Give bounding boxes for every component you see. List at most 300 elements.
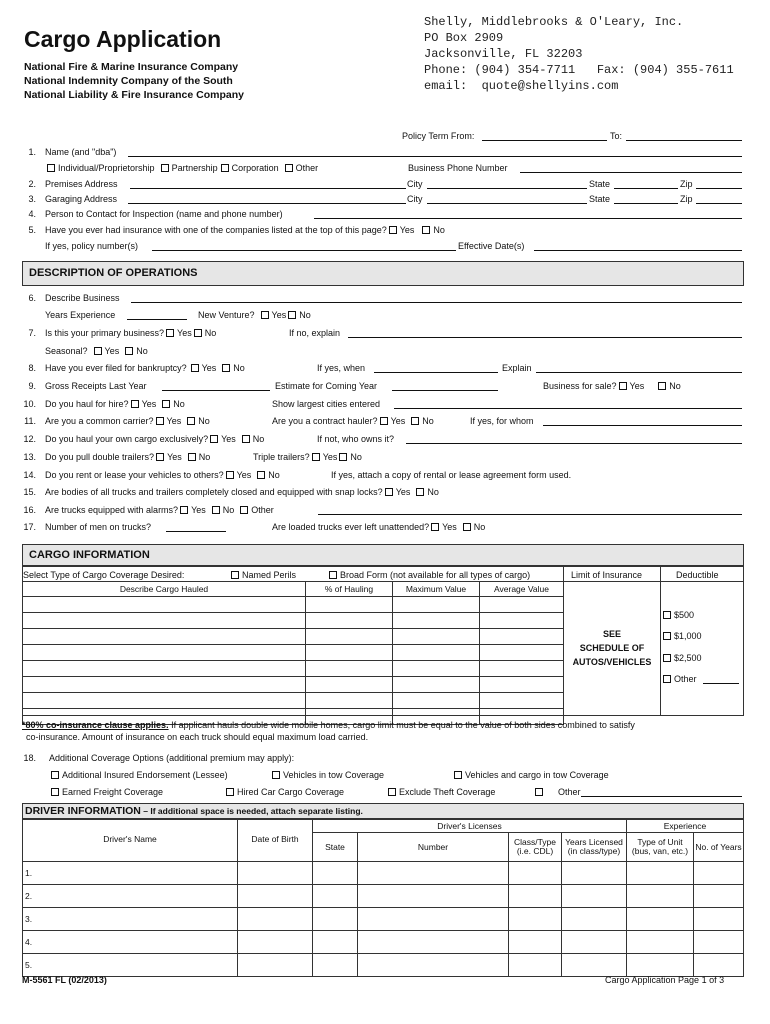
checkbox-yes[interactable] xyxy=(166,329,174,337)
years-licensed-header: Years Licensed (in class/type) xyxy=(562,833,627,862)
table-cell[interactable] xyxy=(480,645,564,661)
checkbox-yes[interactable] xyxy=(380,417,388,425)
ded-500-option xyxy=(661,609,694,621)
checkbox-no[interactable] xyxy=(422,226,430,234)
table-cell[interactable] xyxy=(23,693,306,709)
see-line: AUTOS/VEHICLES xyxy=(572,657,652,667)
table-cell[interactable] xyxy=(509,885,562,908)
see-schedule-note xyxy=(564,627,660,669)
years-experience-label: Years Experience xyxy=(45,310,116,320)
checkbox-option[interactable] xyxy=(51,771,59,779)
no-years-header: No. of Years xyxy=(694,833,744,862)
row-number: 1. xyxy=(23,862,238,885)
no-label: No xyxy=(173,399,185,409)
table-row xyxy=(23,677,564,693)
table-cell[interactable] xyxy=(306,613,393,629)
entity-individual-label: Individual/Proprietorship xyxy=(58,163,155,173)
table-row xyxy=(23,597,564,613)
largest-cities-label: Show largest cities entered xyxy=(272,399,381,409)
cargo-box xyxy=(22,566,744,716)
ded-2500-option xyxy=(661,652,702,664)
table-cell[interactable] xyxy=(480,613,564,629)
class-header: Class/Type (i.e. CDL) xyxy=(509,833,562,862)
table-cell[interactable] xyxy=(627,885,694,908)
zip-label: Zip xyxy=(680,194,693,204)
premises-zip-field[interactable] xyxy=(696,178,742,189)
no-label: No xyxy=(299,310,311,320)
checkbox-named-perils[interactable] xyxy=(231,571,239,579)
checkbox-no[interactable] xyxy=(188,453,196,461)
checkbox-ded-1000[interactable] xyxy=(663,632,671,640)
row-number: 2. xyxy=(23,885,238,908)
table-cell[interactable] xyxy=(627,862,694,885)
yes-label: Yes xyxy=(167,452,182,462)
company-name: National Fire & Marine Insurance Company xyxy=(24,61,239,73)
checkbox-no[interactable] xyxy=(257,471,265,479)
no-label: No xyxy=(222,505,235,515)
row-number: 4. xyxy=(23,931,238,954)
number-header: Number xyxy=(358,833,509,862)
effective-date-field[interactable] xyxy=(534,240,742,251)
other-label: Other xyxy=(251,505,274,515)
table-cell[interactable] xyxy=(627,931,694,954)
no-label: No xyxy=(422,416,434,426)
checkbox-no[interactable] xyxy=(416,488,424,496)
table-cell[interactable] xyxy=(694,908,744,931)
entity-type-row xyxy=(45,162,318,174)
yes-label: Yes xyxy=(629,381,645,391)
q3-label: Garaging Address xyxy=(45,194,118,204)
table-cell[interactable] xyxy=(562,885,627,908)
table-cell[interactable] xyxy=(238,908,313,931)
table-cell[interactable] xyxy=(393,629,480,645)
table-cell[interactable] xyxy=(238,862,313,885)
checkbox-no[interactable] xyxy=(658,382,666,390)
question-number: 18. xyxy=(23,753,36,763)
table-cell[interactable] xyxy=(393,597,480,613)
new-venture-row xyxy=(198,309,311,321)
yes-label: Yes xyxy=(221,434,236,444)
estimate-label: Estimate for Coming Year xyxy=(275,381,378,391)
q13-row xyxy=(45,451,210,463)
yes-label: Yes xyxy=(201,363,217,373)
if-no-explain-field[interactable] xyxy=(348,327,742,338)
seasonal-row xyxy=(45,345,148,357)
experience-header: Experience xyxy=(627,820,744,833)
agency-phone: Phone: (904) 354-7711 Fax: (904) 355-7611 xyxy=(424,63,734,77)
no-label: No xyxy=(669,381,681,391)
city-label: City xyxy=(407,179,423,189)
checkbox-corporation[interactable] xyxy=(221,164,229,172)
q14-label: Do you rent or lease your vehicles to others? xyxy=(45,470,224,480)
question-number: 14. xyxy=(23,470,36,480)
checkbox-no[interactable] xyxy=(463,523,471,531)
q8-label: Have you ever filed for bankruptcy? xyxy=(45,363,187,373)
table-cell[interactable] xyxy=(480,661,564,677)
no-label: No xyxy=(268,470,280,480)
checkbox-yes[interactable] xyxy=(191,364,199,372)
table-cell[interactable] xyxy=(694,885,744,908)
describe-business-field[interactable] xyxy=(131,292,742,303)
entity-partnership-label: Partnership xyxy=(171,163,218,173)
checkbox-no[interactable] xyxy=(242,435,250,443)
for-sale-label: Business for sale? xyxy=(543,381,617,391)
bankruptcy-when-field[interactable] xyxy=(374,362,498,373)
table-cell[interactable] xyxy=(358,954,509,977)
garaging-address-field[interactable] xyxy=(128,193,406,204)
no-label: No xyxy=(427,487,439,497)
checkbox-ded-2500[interactable] xyxy=(663,654,671,662)
table-row xyxy=(23,629,564,645)
garaging-state-field[interactable] xyxy=(614,193,678,204)
checkbox-option[interactable] xyxy=(454,771,462,779)
table-cell[interactable] xyxy=(306,677,393,693)
city-label: City xyxy=(407,194,423,204)
driver-name-header: Driver's Name xyxy=(23,820,238,862)
checkbox-yes[interactable] xyxy=(131,400,139,408)
q16-row xyxy=(45,504,274,516)
agency-email: email: quote@shellyins.com xyxy=(424,79,619,93)
table-cell[interactable] xyxy=(238,931,313,954)
attach-lease-note: If yes, attach a copy of rental or lease agreement form used. xyxy=(331,470,572,480)
no-label: No xyxy=(204,328,217,338)
question-number: 9. xyxy=(28,381,36,391)
checkbox-yes[interactable] xyxy=(226,471,234,479)
question-number: 1. xyxy=(28,147,36,157)
table-cell[interactable] xyxy=(238,954,313,977)
checkbox-no[interactable] xyxy=(194,329,202,337)
q2-label: Premises Address xyxy=(45,179,118,189)
question-number: 3. xyxy=(28,194,36,204)
avg-value-header: Average Value xyxy=(480,582,564,597)
zip-label: Zip xyxy=(680,179,693,189)
inspection-contact-field[interactable] xyxy=(314,208,742,219)
q14-row xyxy=(45,469,280,481)
checkbox-ded-500[interactable] xyxy=(663,611,671,619)
no-label: No xyxy=(473,522,486,532)
checkbox-no[interactable] xyxy=(411,417,419,425)
table-cell[interactable] xyxy=(480,693,564,709)
triple-trailers-label: Triple trailers? xyxy=(253,452,310,462)
licenses-header: Driver's Licenses xyxy=(313,820,627,833)
table-cell[interactable] xyxy=(393,645,480,661)
table-cell[interactable] xyxy=(480,677,564,693)
page-indicator: Cargo Application Page 1 of 3 xyxy=(605,975,725,985)
table-cell[interactable] xyxy=(509,862,562,885)
question-number: 2. xyxy=(28,179,36,189)
table-cell[interactable] xyxy=(393,677,480,693)
table-cell[interactable] xyxy=(23,645,306,661)
driver-heading-sub: – If additional space is needed, attach separate listing. xyxy=(140,806,363,816)
max-value-header: Maximum Value xyxy=(393,582,480,597)
section-heading-driver xyxy=(22,803,744,819)
question-number: 12. xyxy=(23,434,36,444)
checkbox-yes[interactable] xyxy=(94,347,102,355)
q1-label: Name (and "dba") xyxy=(45,147,117,157)
policy-from-field[interactable] xyxy=(482,130,607,141)
option-earned-freight xyxy=(49,786,163,798)
yes-label: Yes xyxy=(271,310,287,320)
who-owns-label: If not, who owns it? xyxy=(317,434,395,444)
option-label: Vehicles and cargo in tow Coverage xyxy=(465,770,609,780)
explain-label: Explain xyxy=(502,363,532,373)
table-cell[interactable] xyxy=(23,629,306,645)
checkbox-no[interactable] xyxy=(125,347,133,355)
checkbox-yes[interactable] xyxy=(156,453,164,461)
q5-label: Have you ever had insurance with one of the companies listed at the top of this page? xyxy=(45,225,387,235)
garaging-city-field[interactable] xyxy=(427,193,587,204)
yes-label: Yes xyxy=(395,487,411,497)
ded-label: $1,000 xyxy=(674,631,702,641)
question-number: 6. xyxy=(28,293,36,303)
section-heading-cargo: CARGO INFORMATION xyxy=(22,544,744,566)
table-row xyxy=(23,885,744,908)
table-cell[interactable] xyxy=(358,908,509,931)
ded-other-option xyxy=(661,673,697,685)
table-cell[interactable] xyxy=(480,597,564,613)
premises-state-field[interactable] xyxy=(614,178,678,189)
policy-number-field[interactable] xyxy=(152,240,456,251)
state-label: State xyxy=(589,194,611,204)
question-number: 16. xyxy=(23,505,36,515)
table-cell[interactable] xyxy=(238,885,313,908)
bankruptcy-explain-field[interactable] xyxy=(536,362,742,373)
q10-label: Do you haul for hire? xyxy=(45,399,129,409)
select-coverage-label: Select Type of Cargo Coverage Desired: xyxy=(23,570,185,580)
table-cell[interactable] xyxy=(306,693,393,709)
if-yes-when-label: If yes, when xyxy=(317,363,366,373)
ded-label: Other xyxy=(674,674,697,684)
dob-header: Date of Birth xyxy=(238,820,313,862)
yes-label: Yes xyxy=(141,399,157,409)
for-whom-label: If yes, for whom xyxy=(470,416,534,426)
table-row xyxy=(23,908,744,931)
table-cell[interactable] xyxy=(562,862,627,885)
table-row xyxy=(23,693,564,709)
table-cell[interactable] xyxy=(23,613,306,629)
estimate-field[interactable] xyxy=(392,380,498,391)
business-phone-field[interactable] xyxy=(520,162,742,173)
agency-city: Jacksonville, FL 32203 xyxy=(424,47,583,61)
table-cell[interactable] xyxy=(509,931,562,954)
if-no-explain-label: If no, explain xyxy=(289,328,341,338)
gross-receipts-field[interactable] xyxy=(162,380,270,391)
checkbox-yes[interactable] xyxy=(180,506,188,514)
q7-row xyxy=(45,327,216,339)
table-cell[interactable] xyxy=(694,931,744,954)
checkbox-yes[interactable] xyxy=(389,226,397,234)
checkbox-other[interactable] xyxy=(285,164,293,172)
type-unit-header: Type of Unit (bus, van, etc.) xyxy=(627,833,694,862)
garaging-zip-field[interactable] xyxy=(696,193,742,204)
name-field[interactable] xyxy=(128,146,742,157)
yes-label: Yes xyxy=(191,505,206,515)
company-name: National Indemnity Company of the South xyxy=(24,75,233,87)
checkbox-broad-form[interactable] xyxy=(329,571,337,579)
unattended-row xyxy=(272,521,485,533)
no-label: No xyxy=(350,452,362,462)
checkbox-yes[interactable] xyxy=(431,523,439,531)
option-label: Additional Insured Endorsement (Lessee) xyxy=(62,770,228,780)
table-cell[interactable] xyxy=(393,693,480,709)
checkbox-yes[interactable] xyxy=(619,382,627,390)
option-hired-car xyxy=(224,786,344,798)
table-cell[interactable] xyxy=(562,908,627,931)
table-cell[interactable] xyxy=(313,908,358,931)
policy-to-field[interactable] xyxy=(626,130,742,141)
agency-block xyxy=(424,14,734,94)
agency-po-box: PO Box 2909 xyxy=(424,31,504,45)
table-cell[interactable] xyxy=(313,862,358,885)
yes-label: Yes xyxy=(177,328,192,338)
checkbox-yes[interactable] xyxy=(210,435,218,443)
table-cell[interactable] xyxy=(358,931,509,954)
table-cell[interactable] xyxy=(23,597,306,613)
checkbox-no[interactable] xyxy=(288,311,296,319)
premises-address-field[interactable] xyxy=(130,178,406,189)
entity-corporation-label: Corporation xyxy=(231,163,279,173)
table-cell[interactable] xyxy=(306,597,393,613)
table-cell[interactable] xyxy=(358,885,509,908)
company-list xyxy=(24,60,244,102)
checkbox-option[interactable] xyxy=(535,788,543,796)
question-number: 5. xyxy=(28,225,36,235)
company-name: National Liability & Fire Insurance Company xyxy=(24,89,244,101)
checkbox-yes[interactable] xyxy=(385,488,393,496)
alarm-other-field[interactable] xyxy=(318,504,742,515)
q15-label: Are bodies of all trucks and trailers completely closed and equipped with snap locks? xyxy=(45,487,383,497)
table-row xyxy=(23,645,564,661)
checkbox-no[interactable] xyxy=(212,506,220,514)
checkbox-ded-other[interactable] xyxy=(663,675,671,683)
ded-label: $2,500 xyxy=(674,653,702,663)
table-cell[interactable] xyxy=(306,645,393,661)
deductible-header: Deductible xyxy=(676,570,719,580)
table-cell[interactable] xyxy=(313,885,358,908)
driver-table xyxy=(22,819,744,977)
divider xyxy=(563,581,743,582)
contract-hauler-row xyxy=(272,415,434,427)
table-cell[interactable] xyxy=(306,661,393,677)
q8-row xyxy=(45,362,245,374)
q10-row xyxy=(45,398,185,410)
coinsurance-bold: *80% co-insurance clause applies. xyxy=(22,720,169,730)
checkbox-no[interactable] xyxy=(187,417,195,425)
coinsurance-note xyxy=(22,719,635,731)
years-experience-field[interactable] xyxy=(127,309,187,320)
checkbox-no[interactable] xyxy=(339,453,347,461)
checkbox-option[interactable] xyxy=(226,788,234,796)
checkbox-other[interactable] xyxy=(240,506,248,514)
yes-label: Yes xyxy=(322,452,338,462)
checkbox-no[interactable] xyxy=(222,364,230,372)
checkbox-yes[interactable] xyxy=(261,311,269,319)
form-title: Cargo Application xyxy=(24,26,222,52)
men-on-trucks-field[interactable] xyxy=(166,521,226,532)
yes-label: Yes xyxy=(236,470,252,480)
unattended-label: Are loaded trucks ever left unattended? xyxy=(272,522,430,532)
q5b-label: If yes, policy number(s) xyxy=(45,241,139,251)
coinsurance-text: If applicant hauls double wide mobile homes, cargo limit must be equal to the value of both sides combined to satisfy xyxy=(168,720,635,730)
entity-other-label: Other xyxy=(295,163,319,173)
option-other-field[interactable] xyxy=(581,786,742,797)
named-perils-option xyxy=(229,569,296,581)
checkbox-yes[interactable] xyxy=(312,453,320,461)
q16-label: Are trucks equipped with alarms? xyxy=(45,505,179,515)
table-cell[interactable] xyxy=(509,954,562,977)
premises-city-field[interactable] xyxy=(427,178,587,189)
table-cell[interactable] xyxy=(480,629,564,645)
table-cell[interactable] xyxy=(393,661,480,677)
table-cell[interactable] xyxy=(694,862,744,885)
new-venture-label: New Venture? xyxy=(198,310,255,320)
for-whom-field[interactable] xyxy=(543,415,742,426)
triple-trailers-row xyxy=(253,451,362,463)
table-cell[interactable] xyxy=(393,613,480,629)
q13-label: Do you pull double trailers? xyxy=(45,452,155,462)
table-row xyxy=(23,661,564,677)
table-cell[interactable] xyxy=(313,954,358,977)
q9-label: Gross Receipts Last Year xyxy=(45,381,147,391)
coinsurance-note-2: co-insurance. Amount of insurance on each truck should equal maximum load carried. xyxy=(26,732,369,742)
question-number: 10. xyxy=(23,399,36,409)
table-cell[interactable] xyxy=(358,862,509,885)
question-number: 15. xyxy=(23,487,36,497)
q7-label: Is this your primary business? xyxy=(45,328,165,338)
policy-to-label: To: xyxy=(610,131,623,141)
largest-cities-field[interactable] xyxy=(394,398,742,409)
table-cell[interactable] xyxy=(509,908,562,931)
table-cell[interactable] xyxy=(23,677,306,693)
ded-other-field[interactable] xyxy=(703,673,739,684)
question-number: 4. xyxy=(28,209,36,219)
checkbox-individual[interactable] xyxy=(47,164,55,172)
yes-label: Yes xyxy=(390,416,406,426)
table-cell[interactable] xyxy=(306,629,393,645)
q11-label: Are you a common carrier? xyxy=(45,416,154,426)
table-cell[interactable] xyxy=(627,908,694,931)
q15-row xyxy=(45,486,439,498)
no-label: No xyxy=(136,346,148,356)
who-owns-field[interactable] xyxy=(406,433,742,444)
effective-date-label: Effective Date(s) xyxy=(458,241,525,251)
no-label: No xyxy=(198,416,210,426)
checkbox-partnership[interactable] xyxy=(161,164,169,172)
no-label: No xyxy=(433,225,445,235)
ded-label: $500 xyxy=(674,610,695,620)
table-cell[interactable] xyxy=(23,661,306,677)
table-cell[interactable] xyxy=(562,931,627,954)
table-cell[interactable] xyxy=(313,931,358,954)
option-label: Exclude Theft Coverage xyxy=(399,787,496,797)
checkbox-yes[interactable] xyxy=(156,417,164,425)
state-header: State xyxy=(313,833,358,862)
cargo-table xyxy=(22,581,564,725)
checkbox-option[interactable] xyxy=(388,788,396,796)
no-label: No xyxy=(252,434,265,444)
row-number: 3. xyxy=(23,908,238,931)
driver-heading-text: DRIVER INFORMATION xyxy=(25,805,141,817)
checkbox-option[interactable] xyxy=(51,788,59,796)
checkbox-no[interactable] xyxy=(162,400,170,408)
business-phone-label: Business Phone Number xyxy=(408,163,508,173)
checkbox-option[interactable] xyxy=(272,771,280,779)
yes-label: Yes xyxy=(166,416,182,426)
question-number: 11. xyxy=(24,416,36,426)
option-additional-insured xyxy=(49,769,228,781)
named-perils-label: Named Perils xyxy=(242,570,297,580)
section-heading-operations: DESCRIPTION OF OPERATIONS xyxy=(22,261,744,286)
